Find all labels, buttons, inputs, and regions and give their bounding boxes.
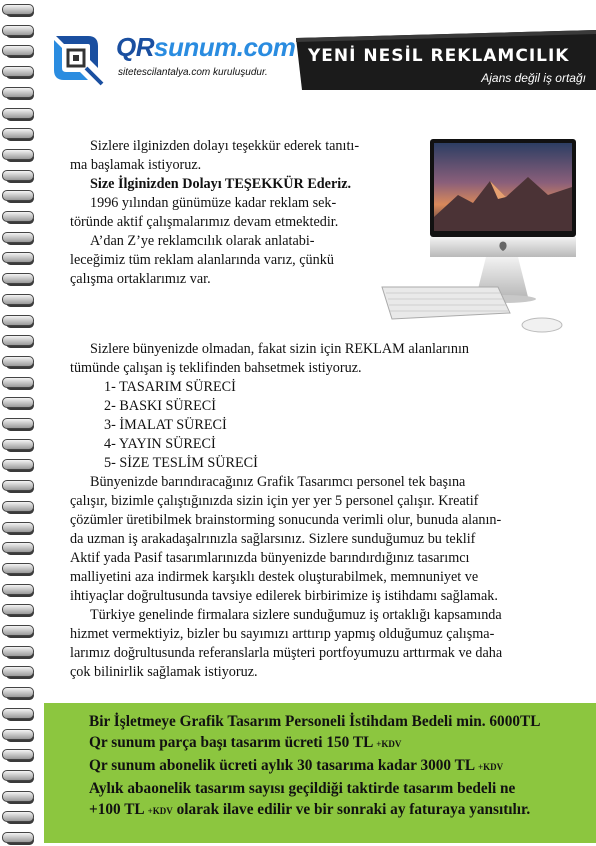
body-line: da uzman iş arakadaşalrınızla sağlarsınız. Sizlere sunduğumuz bu teklif: [70, 531, 476, 547]
spiral-binding: [0, 0, 40, 843]
spiral-ring: [2, 708, 36, 722]
pricing-line: +100 TL +KDV olarak ilave edilir ve bir sonraki ay faturaya yansıtılır.: [89, 801, 531, 818]
body-line: Türkiye genelinde firmalara sizlere sunduğumuz iş ortaklığı kapsamında: [90, 607, 502, 623]
body-line: Bünyenizde barındıracağınız Grafik Tasarımcı personel tek başına: [90, 474, 466, 490]
body-line: Aktif yada Pasif tasarımlarınızda bünyenizde barındırdığınız tasarımcı: [70, 550, 470, 566]
spiral-ring: [2, 439, 36, 453]
spiral-ring: [2, 584, 36, 598]
body-line: tümünde çalışan iş teklifinden bahsetmek istiyoruz.: [70, 360, 362, 376]
spiral-ring: [2, 232, 36, 246]
spiral-ring: [2, 66, 36, 80]
spiral-ring: [2, 625, 36, 639]
spiral-ring: [2, 480, 36, 494]
list-item: 5- SİZE TESLİM SÜRECİ: [104, 455, 258, 471]
spiral-ring: [2, 377, 36, 391]
list-item: 2- BASKI SÜRECİ: [104, 398, 216, 414]
spiral-ring: [2, 749, 36, 763]
spiral-ring: [2, 459, 36, 473]
pricing-line: Qr sunum parça başı tasarım ücreti 150 TL +KDV: [89, 734, 402, 751]
pricing-line: Aylık abaonelik tasarım sayısı geçildiği taktirde tasarım bedeli ne: [89, 780, 516, 797]
list-item: 4- YAYIN SÜRECİ: [104, 436, 216, 452]
spiral-ring: [2, 522, 36, 536]
banner-subtitle: Ajans değil iş ortağı: [481, 71, 586, 85]
qr-logo-icon: [48, 30, 108, 88]
spiral-ring: [2, 770, 36, 784]
spiral-ring: [2, 397, 36, 411]
spiral-ring: [2, 646, 36, 660]
intro-line: Sizlere ilginizden dolayı teşekkür ederek tanıtı-: [90, 138, 360, 154]
spiral-ring: [2, 128, 36, 142]
kdv-note: +KDV: [478, 762, 504, 772]
spiral-ring: [2, 149, 36, 163]
body-line: hizmet vermektiyiz, bizler bu sayımızı arttırıp yapmış olduğumuz çalışma-: [70, 626, 495, 642]
pricing-box: [44, 703, 596, 843]
brand-logo: [48, 30, 296, 90]
banner-title: YENİ NESİL REKLAMCILIK: [308, 46, 570, 66]
body-line: çalışır, bizimle çalıştığınızda sizin için yer yer 5 personel çalışır. Kreatif: [70, 493, 479, 509]
spiral-ring: [2, 190, 36, 204]
intro-thanks: Size İlginizden Dolayı TEŞEKKÜR Ederiz.: [90, 176, 352, 192]
offer-section: [70, 340, 560, 682]
body-line: Sizlere bünyenizde olmadan, fakat sizin için REKLAM alanlarının: [90, 341, 470, 357]
body-line: malliyetini aza indirmek karşıklı destek oluşturabilmek, memnuniyet ve: [70, 569, 479, 585]
spiral-ring: [2, 170, 36, 184]
spiral-ring: [2, 273, 36, 287]
spiral-ring: [2, 811, 36, 825]
intro-paragraph: [70, 137, 400, 289]
spiral-ring: [2, 687, 36, 701]
body-line: ihtiyaçlar doğrultusunda tavsiye edilerek birbirimize iş istihdamı sağlamak.: [70, 588, 498, 604]
spiral-ring: [2, 294, 36, 308]
spiral-ring: [2, 729, 36, 743]
list-item: 1- TASARIM SÜRECİ: [104, 379, 236, 395]
brand-name: QRsunum.com: [116, 32, 296, 62]
pricing-line: Bir İşletmeye Grafik Tasarım Personeli İstihdam Bedeli min. 6000TL: [89, 713, 541, 730]
spiral-ring: [2, 791, 36, 805]
intro-line: çalışma ortaklarımız var.: [70, 271, 211, 287]
kdv-note: +KDV: [147, 806, 173, 816]
list-item: 3- İMALAT SÜRECİ: [104, 417, 227, 433]
spiral-ring: [2, 4, 36, 18]
kdv-note: +KDV: [376, 739, 402, 749]
spiral-ring: [2, 604, 36, 618]
body-line: çok bilinirlik sağlamak istiyoruz.: [70, 664, 258, 680]
spiral-ring: [2, 335, 36, 349]
intro-line: leceğimiz tüm reklam alanlarında varız, çünkü: [70, 252, 334, 268]
spiral-ring: [2, 832, 36, 846]
spiral-ring: [2, 252, 36, 266]
spiral-ring: [2, 87, 36, 101]
spiral-ring: [2, 501, 36, 515]
spiral-ring: [2, 356, 36, 370]
spiral-ring: [2, 666, 36, 680]
spiral-ring: [2, 563, 36, 577]
intro-line: A’dan Z’ye reklamcılık olarak anlatabi-: [90, 233, 315, 249]
brand-tagline: sitetescilantalya.com kuruluşudur.: [118, 67, 268, 78]
intro-line: ma başlamak istiyoruz.: [70, 157, 202, 173]
spiral-ring: [2, 45, 36, 59]
spiral-ring: [2, 211, 36, 225]
body-line: çözümler üretibilmek brainstorming sonucunda verimli olur, bunuda alanın-: [70, 512, 502, 528]
intro-line: töründe aktif çalışmalarımız devam etmektedir.: [70, 214, 339, 230]
intro-line: 1996 yılından günümüze kadar reklam sek-: [90, 195, 337, 211]
imac-computer-image: [378, 137, 578, 337]
pricing-line: Qr sunum abonelik ücreti aylık 30 tasarıma kadar 3000 TL +KDV: [89, 757, 504, 774]
spiral-ring: [2, 315, 36, 329]
spiral-ring: [2, 418, 36, 432]
spiral-ring: [2, 108, 36, 122]
spiral-ring: [2, 542, 36, 556]
body-line: larımız doğrultusunda referanslarla müşteri portfoyumuzu arttırmak ve daha: [70, 645, 503, 661]
spiral-ring: [2, 25, 36, 39]
process-list: [70, 378, 560, 473]
header-banner: [296, 30, 596, 90]
